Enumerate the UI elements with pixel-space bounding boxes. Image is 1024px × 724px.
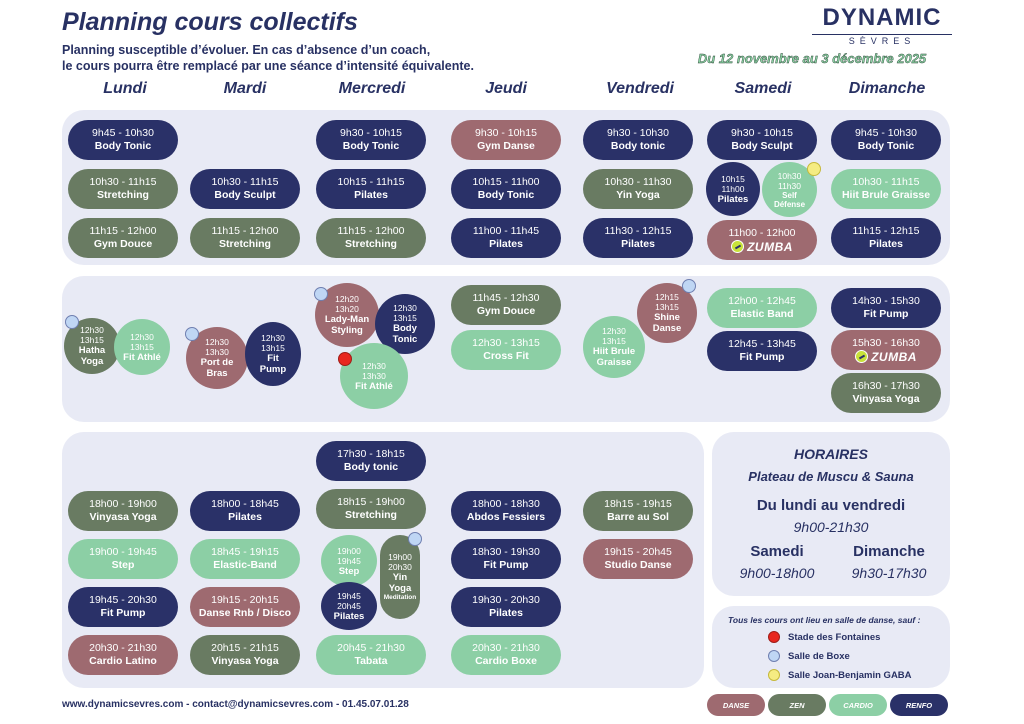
course-name: Fit Pump (100, 607, 146, 619)
course-name: Cross Fit (483, 350, 529, 362)
day-header-jeudi: Jeudi (485, 80, 527, 97)
course-card[interactable] (68, 491, 178, 531)
location-dot-red (338, 352, 352, 366)
opening-hours-panel (712, 432, 950, 596)
zumba-logo (855, 350, 917, 364)
course-card[interactable] (321, 535, 377, 587)
course-card[interactable] (68, 587, 178, 627)
course-name: Fit Pump (483, 559, 529, 571)
course-name: Elastic Band (730, 308, 794, 320)
course-time: 12h00 - 12h45 (728, 295, 796, 307)
course-time: 11h15 - 12h15 (852, 225, 920, 237)
course-time: 10h30 (777, 170, 802, 181)
course-card[interactable] (831, 373, 941, 413)
course-name: Body Tonic (477, 189, 535, 201)
course-name: Pilates (717, 193, 749, 205)
sunday-hours-block (834, 543, 944, 585)
location-label: Salle de Boxe (788, 650, 850, 662)
course-time: 18h00 - 19h00 (89, 498, 157, 510)
course-name: Elastic-Band (213, 559, 277, 571)
course-time: 20h45 (337, 600, 361, 611)
course-name: Pilates (869, 238, 903, 250)
legend-cardio: CARDIO (829, 694, 887, 716)
course-card[interactable] (68, 169, 178, 209)
course-card[interactable] (451, 330, 561, 370)
course-name: Danse Rnb / Disco (198, 607, 292, 619)
course-card[interactable] (831, 330, 941, 370)
course-name: Lady-Man Styling (324, 314, 370, 336)
course-name: Gym Danse (477, 140, 535, 152)
course-card[interactable] (831, 288, 941, 328)
course-name: Pilates (333, 610, 365, 622)
course-card[interactable] (451, 285, 561, 325)
course-card[interactable] (451, 218, 561, 258)
course-time: 10h30 - 11h30 (604, 176, 672, 188)
day-header-vendredi: Vendredi (606, 80, 674, 97)
course-name: Pilates (354, 189, 388, 201)
course-time: 20h15 - 21h15 (211, 642, 279, 654)
hours-title: HORAIRES (794, 446, 868, 462)
course-time: 11h15 - 12h00 (89, 225, 157, 237)
location-dot-blue (185, 327, 199, 341)
course-name: Body tonic (610, 140, 666, 152)
course-card[interactable] (583, 218, 693, 258)
course-card[interactable] (316, 169, 426, 209)
course-name: Cardio Latino (89, 655, 157, 667)
course-name: Body Tonic (342, 140, 400, 152)
planning-notice-line-1: Planning susceptible d’évoluer. En cas d’absence d’un coach, (62, 43, 431, 57)
course-card[interactable] (583, 539, 693, 579)
course-name: Fit Athlé (355, 380, 393, 392)
course-name: ZUMBA (747, 239, 793, 254)
weekdays-label: Du lundi au vendredi (756, 497, 906, 514)
course-name: Pilates (228, 511, 262, 523)
course-card[interactable] (583, 120, 693, 160)
course-card[interactable] (831, 169, 941, 209)
course-time: 12h30 - 13h15 (472, 337, 540, 349)
course-name: Tabata (354, 655, 388, 667)
course-card[interactable] (706, 162, 760, 216)
course-name: Port de Bras (200, 357, 234, 379)
course-time: 19h30 - 20h30 (472, 594, 540, 606)
course-time: 10h15 - 11h15 (337, 176, 405, 188)
legend-zen: ZEN (768, 694, 826, 716)
day-header-mercredi: Mercredi (338, 80, 406, 97)
sunday-label: Dimanche (853, 543, 925, 560)
course-time: 18h15 - 19h00 (337, 496, 405, 508)
course-time: 15h30 - 16h30 (852, 336, 920, 349)
course-card[interactable] (451, 120, 561, 160)
course-name: Pilates (489, 238, 523, 250)
day-header-samedi: Samedi (734, 80, 792, 97)
course-card[interactable] (583, 316, 645, 378)
course-time: 13h15 (261, 343, 285, 353)
course-name: Yin Yoga (616, 189, 660, 201)
course-name: Body tonic (343, 461, 399, 473)
location-row-red (768, 631, 880, 643)
course-card[interactable] (316, 218, 426, 258)
course-card[interactable] (190, 491, 300, 531)
course-subtitle: Meditation (383, 594, 417, 601)
course-card[interactable] (321, 582, 377, 630)
course-time: 12h30 (602, 326, 626, 336)
yellow-dot-icon (768, 669, 780, 681)
course-time: 12h30 (80, 325, 104, 335)
course-name: Fit Pump (863, 308, 909, 320)
location-dot-blue (314, 287, 328, 301)
course-card[interactable] (831, 218, 941, 258)
course-name: Step (111, 559, 135, 571)
saturday-label: Samedi (750, 543, 804, 560)
course-time: 12h30 (362, 360, 386, 371)
location-row-yellow (768, 669, 912, 681)
course-card[interactable] (707, 220, 817, 260)
logo-wordmark: DYNAMIC (822, 4, 942, 31)
course-name: Stretching (345, 238, 397, 250)
planning-notice-line-2: le cours pourra être remplacé par une séance d’intensité équivalente. (62, 59, 474, 73)
course-time: 17h30 - 18h15 (337, 448, 405, 460)
course-card[interactable] (316, 120, 426, 160)
course-time: 10h30 - 11h15 (211, 176, 279, 188)
course-name: Fit Athlé (123, 351, 161, 363)
course-time: 18h45 - 19h15 (211, 546, 279, 558)
location-dot-yellow (807, 162, 821, 176)
red-dot-icon (768, 631, 780, 643)
course-time: 13h30 (362, 370, 386, 381)
location-dot-blue (408, 532, 422, 546)
locations-intro: Tous les cours ont lieu en salle de danse, sauf : (728, 615, 921, 625)
course-time: 18h15 - 19h15 (604, 498, 672, 510)
course-name: Body Tonic (857, 140, 915, 152)
course-time: 11h15 - 12h00 (211, 225, 279, 237)
course-name: ZUMBA (871, 349, 917, 364)
course-card[interactable] (68, 218, 178, 258)
course-name: Fit Pump (259, 353, 287, 375)
location-row-blue (768, 650, 850, 662)
course-time: 19h15 - 20h15 (211, 594, 279, 606)
course-card[interactable] (190, 218, 300, 258)
course-time: 11h00 - 11h45 (472, 225, 540, 237)
logo-subtitle: SÈVRES (848, 36, 916, 46)
course-card[interactable] (451, 491, 561, 531)
saturday-hours: 9h00-18h00 (739, 565, 815, 581)
course-time: 19h00 - 19h45 (89, 546, 157, 558)
legend-renfo: RENFO (890, 694, 948, 716)
course-name: Pilates (621, 238, 655, 250)
course-time: 13h15 (655, 302, 679, 312)
course-time: 20h45 - 21h30 (337, 642, 405, 654)
course-time: 12h15 (655, 292, 679, 302)
course-card[interactable] (707, 288, 817, 328)
course-time: 13h15 (130, 341, 154, 352)
course-card[interactable] (190, 587, 300, 627)
course-name: Vinyasa Yoga (852, 393, 920, 405)
course-card[interactable] (340, 343, 408, 409)
course-time: 12h30 (130, 331, 154, 342)
course-card[interactable] (316, 635, 426, 675)
course-time: 9h30 - 10h15 (731, 127, 793, 139)
course-name: Hatha Yoga (78, 345, 106, 367)
course-card[interactable] (831, 120, 941, 160)
course-time: 13h15 (393, 313, 417, 323)
course-name: Body Sculpt (731, 140, 793, 152)
location-dot-blue (65, 315, 79, 329)
course-time: 10h30 - 11h15 (89, 176, 157, 188)
course-time: 18h30 - 19h30 (472, 546, 540, 558)
day-header-dimanche: Dimanche (848, 80, 926, 97)
course-name: Fit Pump (739, 351, 785, 363)
course-time: 19h45 (337, 555, 361, 566)
course-time: 9h30 - 10h30 (607, 127, 669, 139)
course-card[interactable] (114, 319, 170, 375)
course-time: 19h15 - 20h45 (604, 546, 672, 558)
course-time: 10h30 - 11h15 (852, 176, 920, 188)
course-name: Body Tonic (392, 323, 418, 345)
locations-legend-panel (712, 606, 950, 688)
course-card[interactable] (68, 120, 178, 160)
course-card[interactable] (583, 491, 693, 531)
course-name: Pilates (489, 607, 523, 619)
course-time: 12h45 - 13h45 (728, 338, 796, 350)
blue-dot-icon (768, 650, 780, 662)
course-name: Stretching (97, 189, 149, 201)
logo-rule (812, 34, 952, 35)
course-time: 9h45 - 10h30 (855, 127, 917, 139)
course-card[interactable] (190, 539, 300, 579)
course-name: Hiit Brule Graisse (841, 189, 931, 201)
zumba-icon (731, 240, 744, 253)
course-name: Shine Danse (652, 312, 682, 334)
course-card[interactable] (68, 539, 178, 579)
zumba-icon (855, 350, 868, 363)
course-time: 12h30 (261, 333, 285, 343)
course-name: Gym Douce (93, 238, 153, 250)
course-time: 9h45 - 10h30 (92, 127, 154, 139)
course-time: 19h00 (388, 552, 412, 562)
course-time: 11h45 - 12h30 (472, 292, 540, 304)
course-time: 11h00 (721, 183, 745, 194)
weekdays-hours: 9h00-21h30 (793, 519, 869, 535)
course-time: 20h30 - 21h30 (472, 642, 540, 654)
course-time: 12h30 (393, 303, 417, 313)
legend-danse: DANSE (707, 694, 765, 716)
course-name: Body Tonic (94, 140, 152, 152)
course-time: 19h45 (337, 590, 361, 601)
course-card[interactable] (68, 635, 178, 675)
day-header-lundi: Lundi (103, 80, 147, 97)
hours-subtitle: Plateau de Muscu & Sauna (748, 469, 914, 484)
course-card[interactable] (451, 587, 561, 627)
course-time: 9h30 - 10h15 (340, 127, 402, 139)
course-time: 13h30 (205, 347, 229, 357)
course-card[interactable] (190, 635, 300, 675)
course-card[interactable] (583, 169, 693, 209)
course-card[interactable] (707, 331, 817, 371)
course-time: 11h15 - 12h00 (337, 225, 405, 237)
course-name: Stretching (219, 238, 271, 250)
course-name: Self Défense (773, 190, 806, 209)
course-time: 11h00 - 12h00 (728, 226, 796, 239)
course-name: Studio Danse (604, 559, 672, 571)
course-name: Vinyasa Yoga (211, 655, 279, 667)
course-time: 11h30 - 12h15 (604, 225, 672, 237)
course-time: 10h15 - 11h00 (472, 176, 540, 188)
course-name: Gym Douce (476, 305, 536, 317)
course-card[interactable] (190, 169, 300, 209)
course-time: 12h20 (335, 294, 359, 304)
course-time: 19h00 (337, 545, 361, 556)
course-name: Step (338, 565, 360, 577)
footer-contact: www.dynamicsevres.com - contact@dynamicsevres.com - 01.45.07.01.28 (62, 699, 409, 710)
course-time: 13h20 (335, 304, 359, 314)
course-time: 16h30 - 17h30 (852, 380, 920, 392)
course-card[interactable] (316, 441, 426, 481)
date-range: Du 12 novembre au 3 décembre 2025 (697, 51, 927, 66)
course-card[interactable] (451, 635, 561, 675)
course-time: 13h15 (80, 335, 104, 345)
location-label: Stade des Fontaines (788, 631, 881, 643)
course-time: 20h30 (388, 562, 412, 572)
sunday-hours: 9h30-17h30 (851, 565, 927, 581)
course-time: 13h15 (602, 336, 626, 346)
zumba-logo (731, 240, 793, 254)
course-name: Yin Yoga (388, 572, 412, 594)
course-name: Vinyasa Yoga (89, 511, 157, 523)
course-card[interactable] (316, 489, 426, 529)
course-name: Stretching (345, 509, 397, 521)
course-name: Body Sculpt (214, 189, 276, 201)
location-label: Salle Joan-Benjamin GABA (788, 669, 912, 681)
course-card[interactable] (451, 539, 561, 579)
course-card[interactable] (451, 169, 561, 209)
day-header-mardi: Mardi (223, 80, 267, 97)
saturday-hours-block (722, 543, 832, 585)
course-time: 12h30 (205, 337, 229, 347)
course-card[interactable] (380, 535, 420, 619)
dynamic-sevres-logo (812, 4, 952, 46)
location-dot-blue (682, 279, 696, 293)
course-name: Hiit Brule Graisse (592, 346, 636, 368)
page-title: Planning cours collectifs (62, 8, 358, 36)
course-time: 18h00 - 18h45 (211, 498, 279, 510)
course-card[interactable] (245, 322, 301, 386)
course-time: 18h00 - 18h30 (472, 498, 540, 510)
course-time: 11h30 (777, 180, 801, 191)
course-time: 19h45 - 20h30 (89, 594, 157, 606)
course-card[interactable] (707, 120, 817, 160)
course-name: Barre au Sol (607, 511, 669, 523)
course-time: 14h30 - 15h30 (852, 295, 920, 307)
course-time: 10h15 (721, 173, 745, 184)
course-time: 9h30 - 10h15 (475, 127, 537, 139)
course-name: Cardio Boxe (475, 655, 537, 667)
planning-notice (62, 42, 474, 74)
course-time: 20h30 - 21h30 (89, 642, 157, 654)
course-name: Abdos Fessiers (466, 511, 546, 523)
